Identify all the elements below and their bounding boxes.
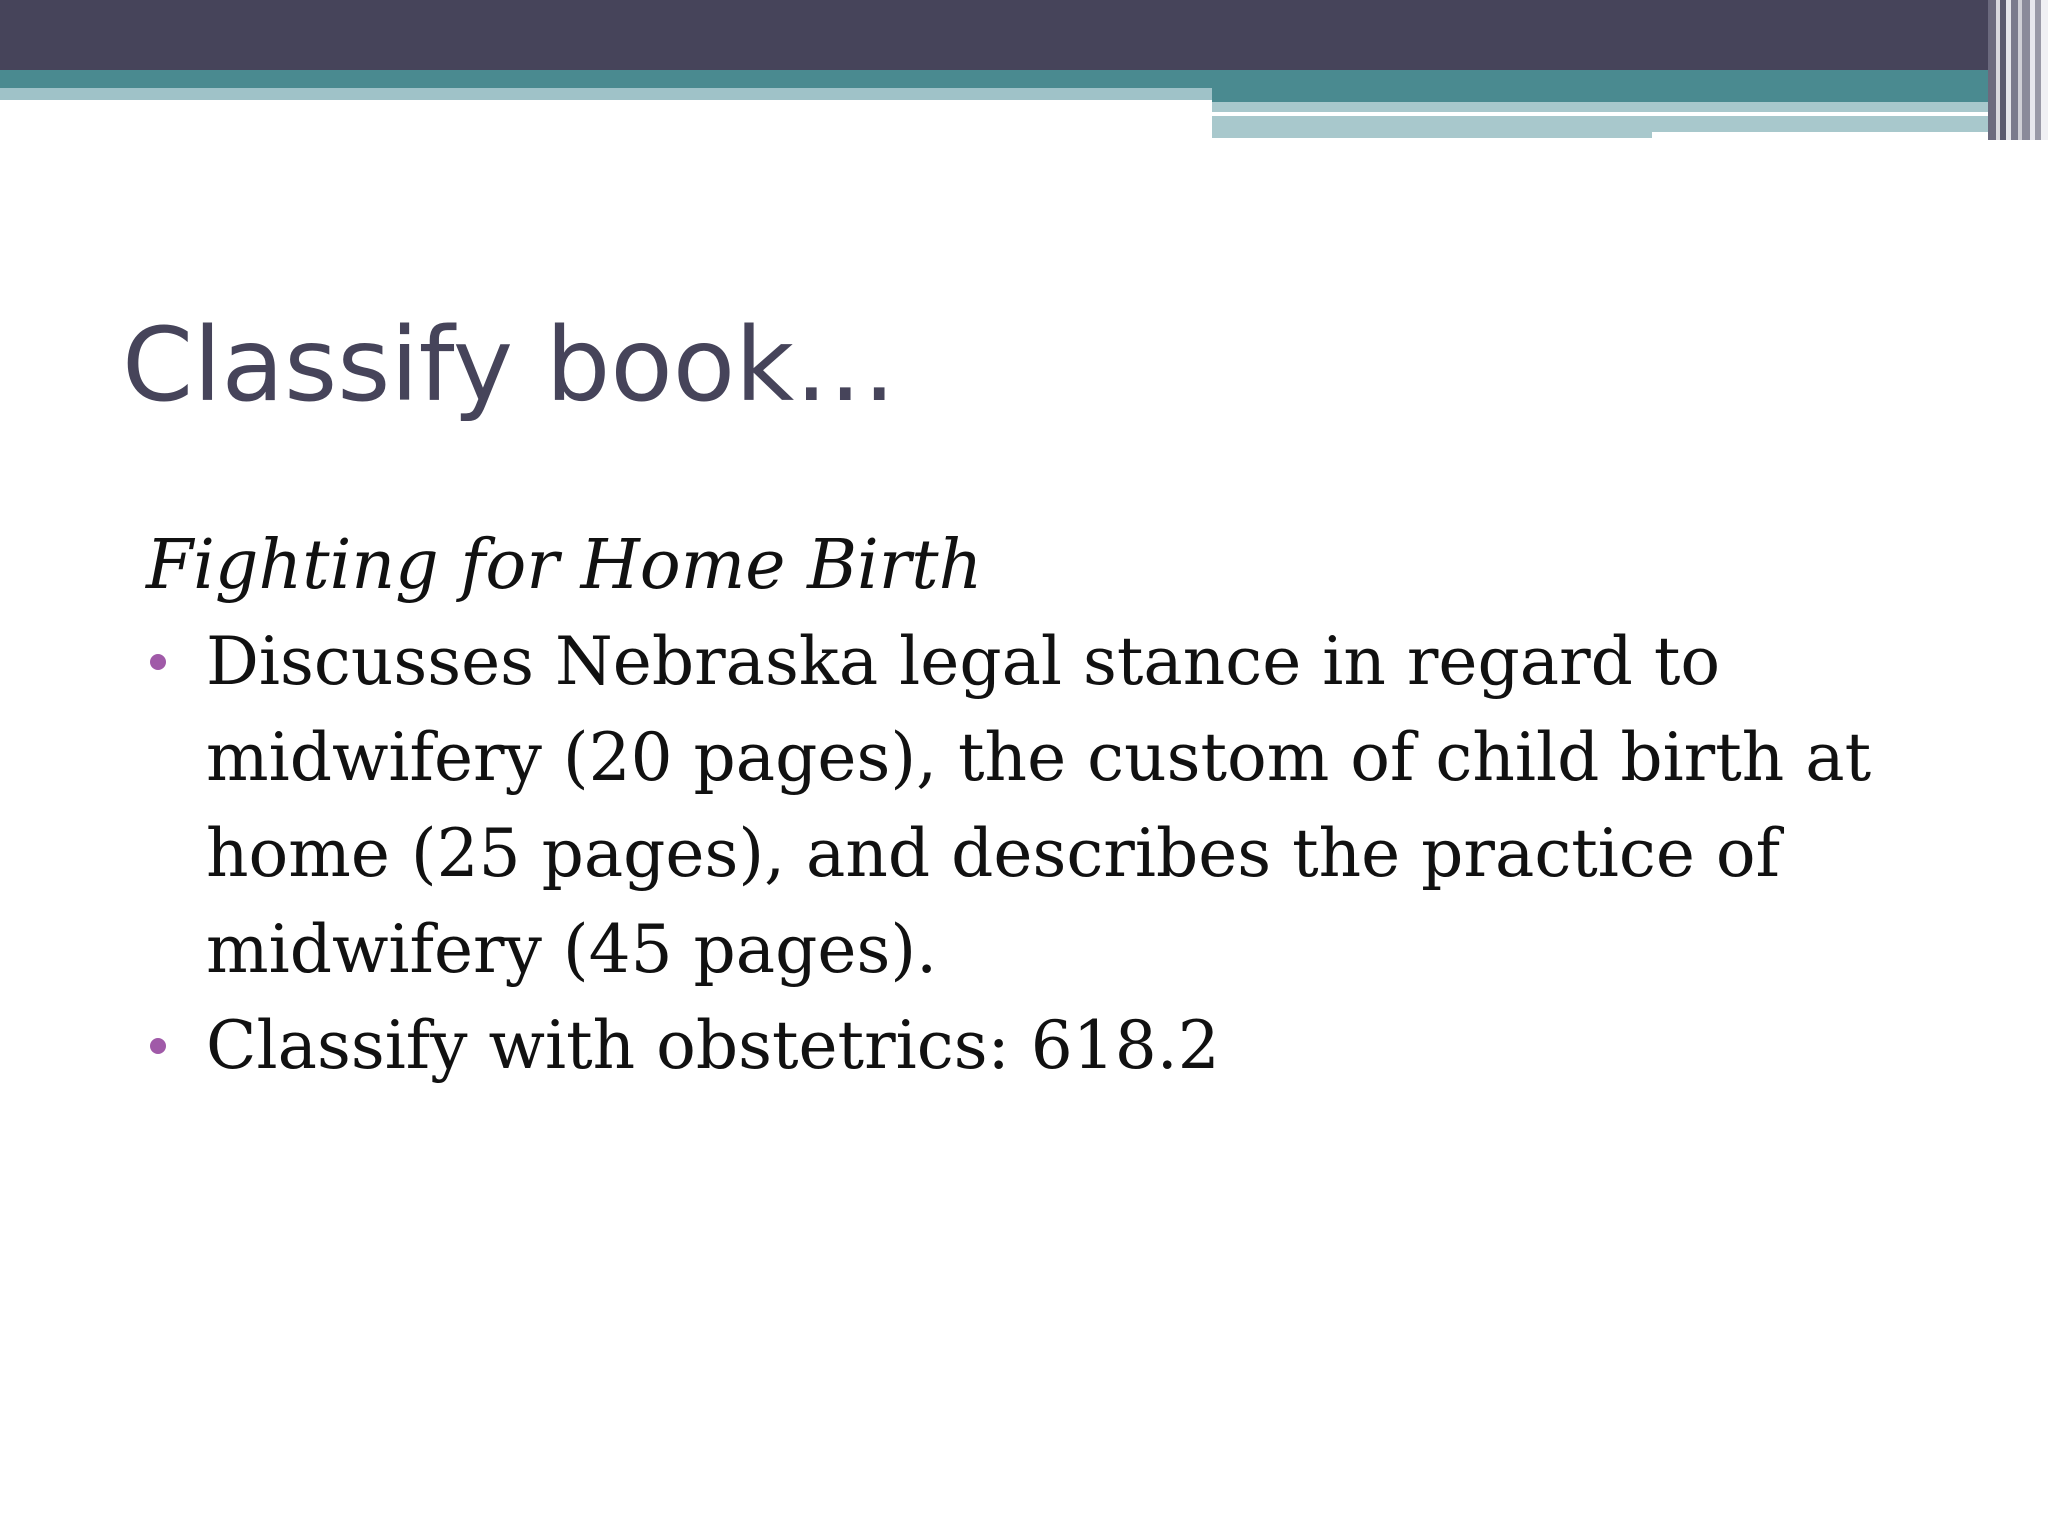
bullet-item xyxy=(146,614,1946,998)
book-title: Fighting for Home Birth xyxy=(146,526,983,605)
header-band-light xyxy=(0,88,1212,100)
bullet-list xyxy=(146,614,1946,1094)
bullet-dot-icon xyxy=(150,654,166,670)
slide-content xyxy=(146,518,1946,1094)
header-band-dark xyxy=(0,0,2048,70)
header-band-right-light xyxy=(1212,102,2048,112)
header-vertical-stripes xyxy=(1988,0,2048,140)
header-band-right-stub xyxy=(1212,132,1652,138)
bullet-dot-icon xyxy=(150,1038,166,1054)
header-band-teal xyxy=(0,70,2048,88)
bullet-text: Discusses Nebraska legal stance in regard to midwifery (20 pages), the custom of child birth at home (25 pages), and describes the practice of midwifery (45 pages). xyxy=(206,623,1872,988)
bullet-text: Classify with obstetrics: 618.2 xyxy=(206,1007,1220,1084)
header-band-right-teal xyxy=(1212,88,2048,102)
slide-title: Classify book… xyxy=(122,306,897,425)
bullet-item xyxy=(146,998,1946,1094)
header-band-right-light-lower xyxy=(1212,116,2048,132)
